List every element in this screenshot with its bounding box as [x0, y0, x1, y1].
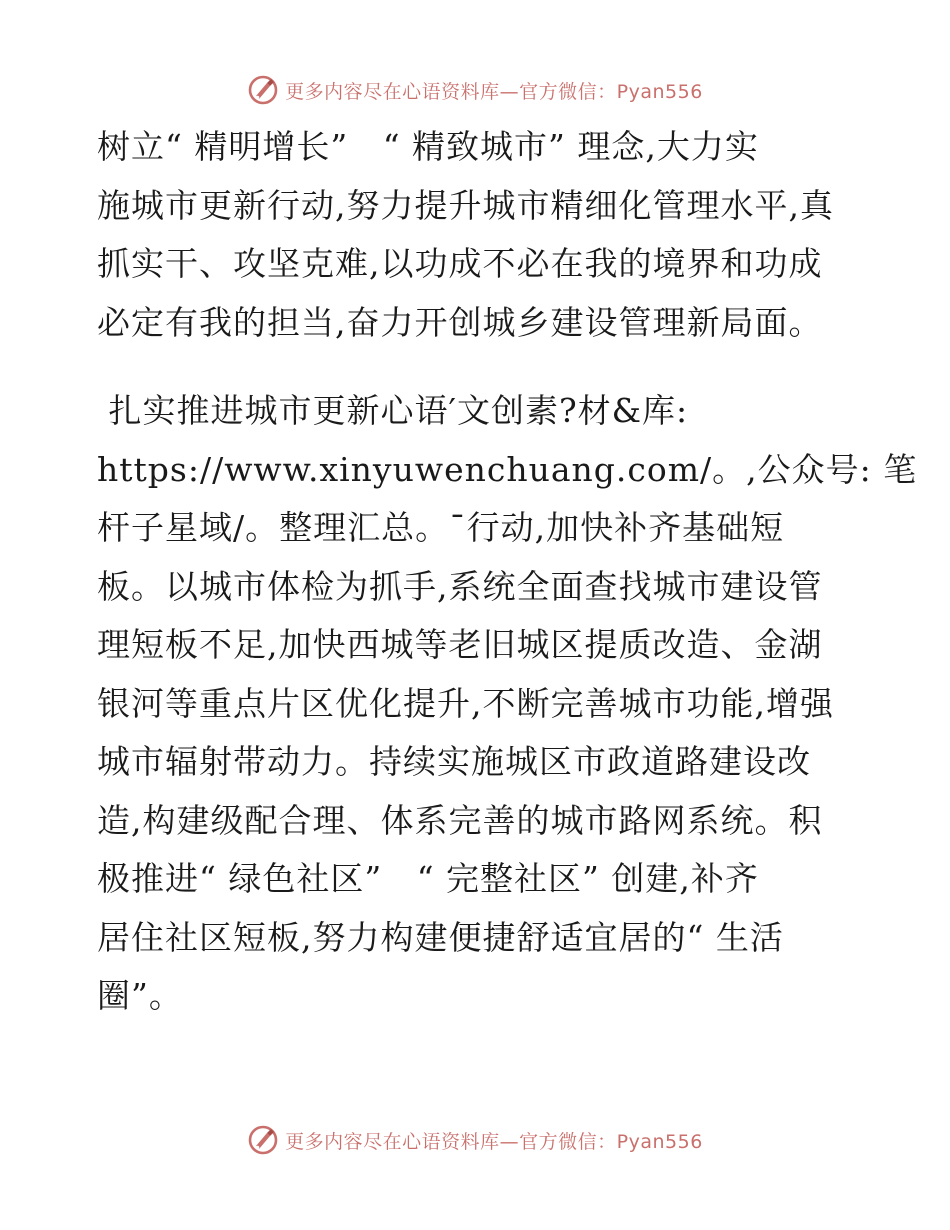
text-line: 扎实推进城市更新心语′文创素?材&库: [97, 391, 689, 430]
text-line: 极推进“ 绿色社区” “ 完整社区” 创建,补齐 [97, 859, 759, 898]
text-line: 杆子星域/。整理汇总。¯行动,加快补齐基础短 [97, 508, 785, 547]
document-body [97, 118, 918, 1026]
text-line: 银河等重点片区优化提升,不断完善城市功能,增强 [97, 683, 834, 723]
paragraph [97, 118, 857, 352]
text-line: 城市辐射带动力。持续实施城区市政道路建设改 [97, 742, 811, 781]
footer-banner-text: 更多内容尽在心语资料库—官方微信：Pyan556 [285, 1130, 703, 1153]
text-line: 树立“ 精明增长” “ 精致城市” 理念,大力实 [97, 127, 759, 166]
footer-banner [0, 1122, 950, 1158]
text-line: 造,构建级配合理、体系完善的城市路网系统。积 [97, 800, 823, 840]
text-line: 理短板不足,加快西城等老旧城区提质改造、金湖 [97, 625, 823, 664]
paragraph [97, 382, 918, 1026]
logo-icon [247, 1124, 279, 1156]
text-line: 居住社区短板,努力构建便捷舒适宜居的“ 生活 [97, 917, 784, 957]
text-line: 施城市更新行动,努力提升城市精细化管理水平,真 [97, 185, 834, 225]
header-banner [0, 72, 950, 108]
logo-icon [247, 74, 279, 106]
header-banner-text: 更多内容尽在心语资料库—官方微信：Pyan556 [285, 80, 703, 103]
text-line: 板。以城市体检为抓手,系统全面查找城市建设管 [97, 566, 823, 606]
text-line: 必定有我的担当,奋力开创城乡建设管理新局面。 [97, 302, 823, 342]
text-line: https://www.xinyuwenchuang.com/。,公众号: 笔 [97, 449, 918, 489]
text-line: 抓实干、攻坚克难,以功成不必在我的境界和功成 [97, 244, 823, 283]
text-line: 圈”。 [97, 976, 183, 1015]
